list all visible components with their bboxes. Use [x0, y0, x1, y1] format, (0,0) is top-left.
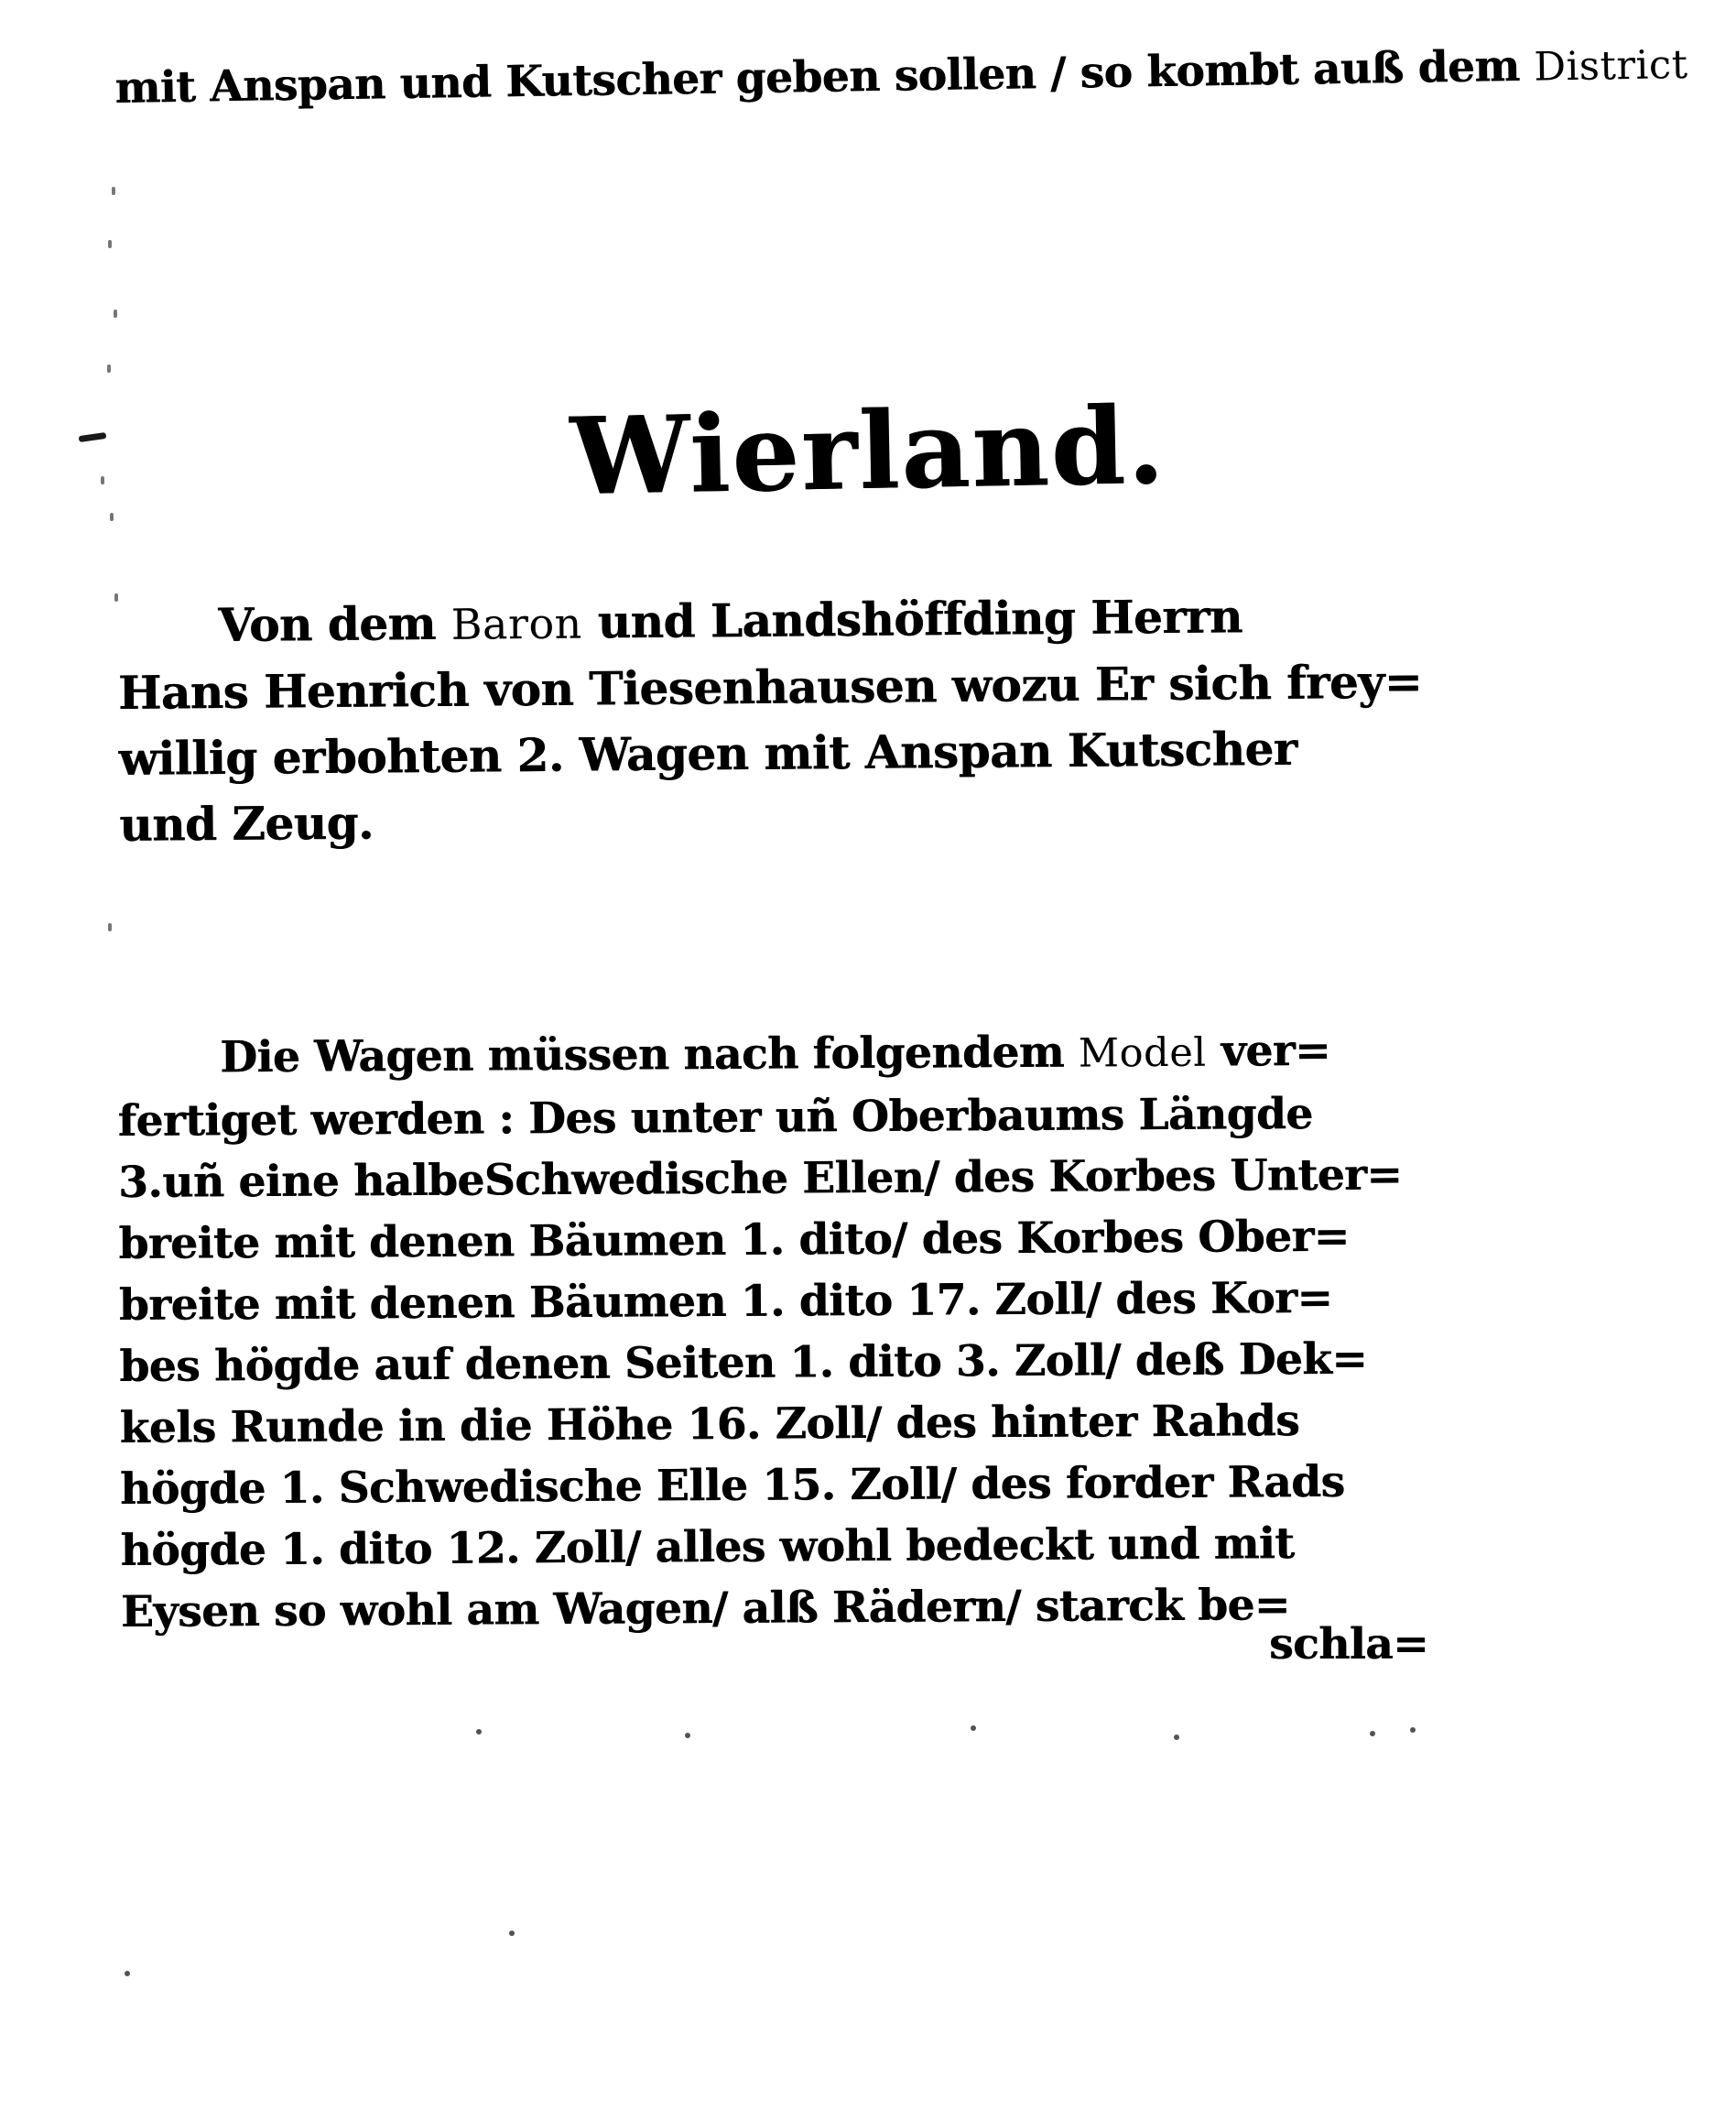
catchword: schla= [1269, 1619, 1428, 1670]
scan-artifact-speck [114, 593, 118, 602]
page-title: Wierland. [569, 383, 1167, 520]
spec-line-1-pre: Die Wagen müssen nach folgendem [220, 1027, 1079, 1083]
spec-line-8: högde 1. Schwedische Elle 15. Zoll/ des forder Rads [119, 1456, 1345, 1515]
scan-artifact-speck [114, 310, 117, 318]
scan-artifact-speck [108, 923, 112, 931]
spec-line-9: högde 1. dito 12. Zoll/ alles wohl bedeckt und mit [120, 1518, 1295, 1576]
header-line-2-antiqua: District [1533, 42, 1688, 91]
spec-line-3: 3.uñ eine halbeSchwedische Ellen/ des Korbes Unter= [117, 1149, 1403, 1208]
header-line-2-fraktur: auß dem [1312, 40, 1535, 95]
scan-artifact-speck [112, 187, 115, 195]
scan-artifact-dot [125, 1971, 130, 1976]
scan-artifact-speck [107, 364, 111, 373]
scan-artifact-dot [476, 1729, 482, 1735]
spec-line-1-post: ver= [1206, 1025, 1331, 1077]
scan-artifact-dot [971, 1725, 976, 1731]
offer-line-4: und Zeug. [118, 795, 374, 852]
offer-line-1-antiqua: Baron [450, 598, 582, 649]
header-line-1: mit Anspan und Kutscher geben sollen / so kombt [114, 44, 1299, 114]
spec-line-10: Eysen so wohl am Wagen/ alß Rädern/ starck be= [120, 1580, 1290, 1637]
offer-line-1-pre: Von dem [218, 595, 451, 653]
spec-line-1 [117, 1019, 1402, 1091]
scan-artifact-dot [509, 1931, 515, 1936]
scan-artifact-speck [110, 513, 114, 521]
scan-artifact-speck [108, 240, 112, 248]
spec-paragraph [117, 1019, 1405, 1643]
spec-line-5: breite mit denen Bäumen 1. dito 17. Zoll/ des Kor= [118, 1272, 1333, 1331]
offer-line-3: willig erbohten 2. Wagen mit Anspan Kutscher [118, 721, 1297, 786]
spec-line-7: kels Runde in die Höhe 16. Zoll/ des hinter Rahds [119, 1396, 1300, 1453]
header-block [114, 36, 1688, 118]
spec-line-4: breite mit denen Bäumen 1. dito/ des Korbes Ober= [118, 1211, 1350, 1269]
offer-line-2: Hans Henrich von Tiesenhausen wozu Er sich frey= [117, 654, 1423, 720]
spec-line-1-antiqua: Model [1078, 1029, 1207, 1077]
offer-paragraph [117, 582, 1424, 858]
scan-artifact-dot [1410, 1727, 1416, 1733]
scan-artifact-dot [1370, 1731, 1375, 1736]
scan-artifact-dot [1174, 1735, 1179, 1740]
offer-line-1-post: und Landshöffding Herrn [581, 589, 1242, 649]
spec-line-2: fertiget werden : Des unter uñ Oberbaums Längde [117, 1089, 1313, 1147]
spec-line-6: bes högde auf denen Seiten 1. dito 3. Zoll/ deß Dek= [119, 1333, 1368, 1392]
scan-artifact-speck [101, 476, 104, 484]
header-line-2 [1312, 38, 1688, 94]
scan-artifact-dot [685, 1733, 690, 1738]
offer-line-1 [117, 582, 1422, 660]
